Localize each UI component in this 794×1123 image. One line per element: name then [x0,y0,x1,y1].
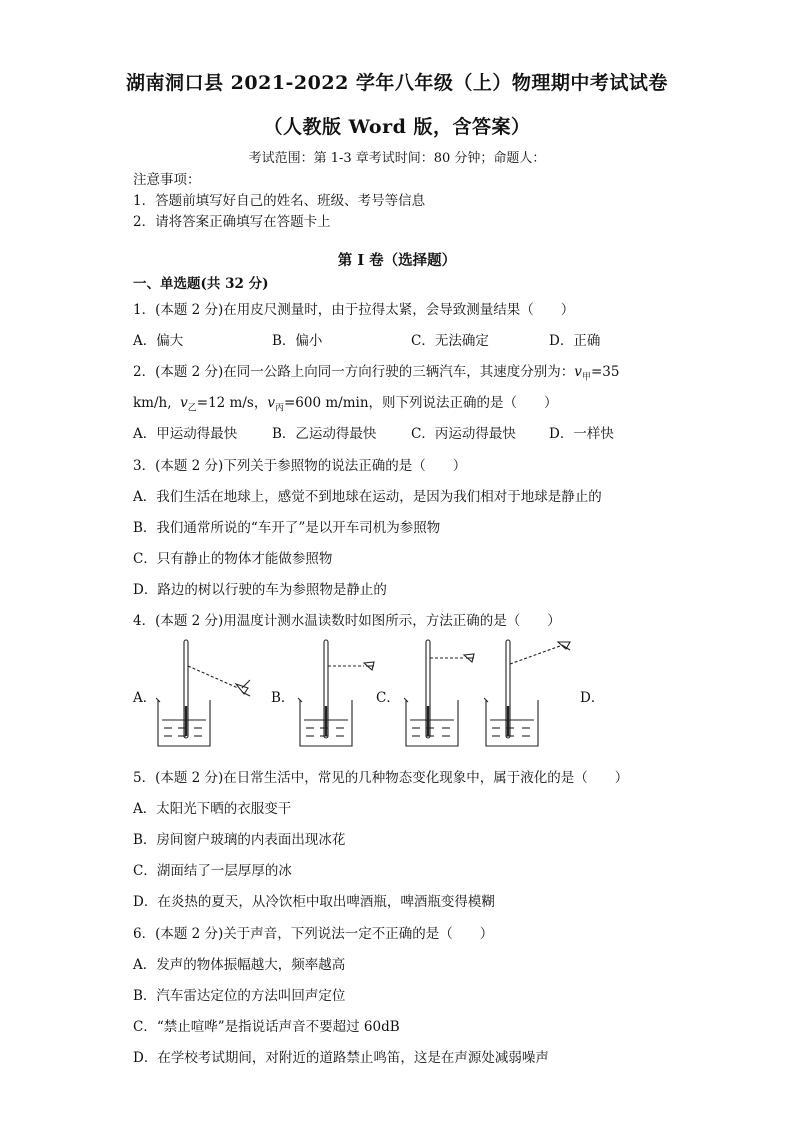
thermometer-figures [130,636,610,754]
notes-item: 1．答题前填写好自己的姓名、班级、考号等信息 [133,193,426,209]
velocity-symbol: v [574,364,582,380]
option-b: B．我们通常所说的“车开了”是以开车司机为参照物 [133,520,441,536]
option-c: C． [376,690,400,706]
option-b: B． [271,690,295,706]
option-a: A．我们生活在地球上，感觉不到地球在运动，是因为我们相对于地球是静止的 [133,489,602,505]
section-title: 一、单选题(共 32 分) [133,276,269,292]
question-stem: 4．(本题 2 分)用温度计测水温读数时如图所示，方法正确的是（ ） [133,613,561,629]
option-b: B．汽车雷达定位的方法叫回声定位 [133,988,346,1004]
question-stem-text: 2．(本题 2 分)在同一公路上向同一方向行驶的三辆汽车，其速度分别为： [133,364,575,380]
question-stem: 3．(本题 2 分)下列关于参照物的说法正确的是（ ） [133,458,467,474]
option-a: A．偏大 [133,333,184,349]
option-d: D．在学校考试期间，对附近的道路禁止鸣笛，这是在声源处减弱噪声 [133,1050,549,1066]
option-d: D． [580,690,605,706]
option-c: C．无法确定 [411,333,489,349]
figure-d-beaker [484,640,570,746]
notes-item: 2．请将答案正确填写在答题卡上 [133,214,331,230]
exam-subtitle: （人教版 Word 版，含答案） [263,116,531,138]
figure-a-beaker [156,640,250,746]
option-d: D．一样快 [549,426,614,442]
option-b: B．偏小 [272,333,323,349]
option-c: C．只有静止的物体才能做参照物 [133,551,333,567]
thermometer-diagram [130,636,610,754]
option-d: D．正确 [549,333,601,349]
question-stem: 5．(本题 2 分)在日常生活中，常见的几种物态变化现象中，属于液化的是（ ） [133,770,629,786]
volume-title: 第 I 卷（选择题） [337,252,457,269]
exam-info: 考试范围：第 1-3 章考试时间：80 分钟；命题人： [248,151,546,166]
velocity-value: =35 [590,364,620,380]
option-b: B．乙运动得最快 [272,426,377,442]
velocity-symbol: v [267,395,275,411]
option-a: A．太阳光下晒的衣服变干 [133,801,292,817]
option-b: B．房间窗户玻璃的内表面出现冰花 [133,832,346,848]
velocity-value: =600 m/min，则下列说法正确的是（ ） [284,395,558,411]
question-stem: 1．(本题 2 分)在用皮尺测量时，由于拉得太紧，会导致测量结果（ ） [133,302,575,318]
option-a: A． [133,690,157,706]
subscript-bing: 丙 [274,403,284,414]
option-c: C．“禁止喧哗”是指说话声音不要超过 60dB [133,1019,400,1035]
option-c: C．丙运动得最快 [411,426,516,442]
velocity-symbol: v [180,395,188,411]
option-c: C．湖面结了一层厚厚的冰 [133,863,292,879]
figure-b-beaker [298,640,374,746]
exam-title: 湖南洞口县 2021-2022 学年八年级（上）物理期中考试试卷 [126,72,668,94]
notes-heading: 注意事项： [133,172,201,188]
question-stem [133,360,619,383]
velocity-unit: km/h, [133,395,172,411]
velocity-value: =12 m/s， [196,395,268,411]
option-d: D．在炎热的夏天，从冷饮柜中取出啤酒瓶，啤酒瓶变得模糊 [133,894,495,910]
question-stem-continued [133,391,558,414]
subscript-jia: 甲 [581,372,591,383]
question-stem: 6．(本题 2 分)关于声音，下列说法一定不正确的是（ ） [133,926,494,942]
option-a: A．发声的物体振幅越大，频率越高 [133,957,346,973]
subscript-yi: 乙 [187,403,197,414]
option-a: A．甲运动得最快 [133,426,238,442]
option-d: D．路边的树以行驶的车为参照物是静止的 [133,582,387,598]
figure-c-beaker [404,640,474,746]
